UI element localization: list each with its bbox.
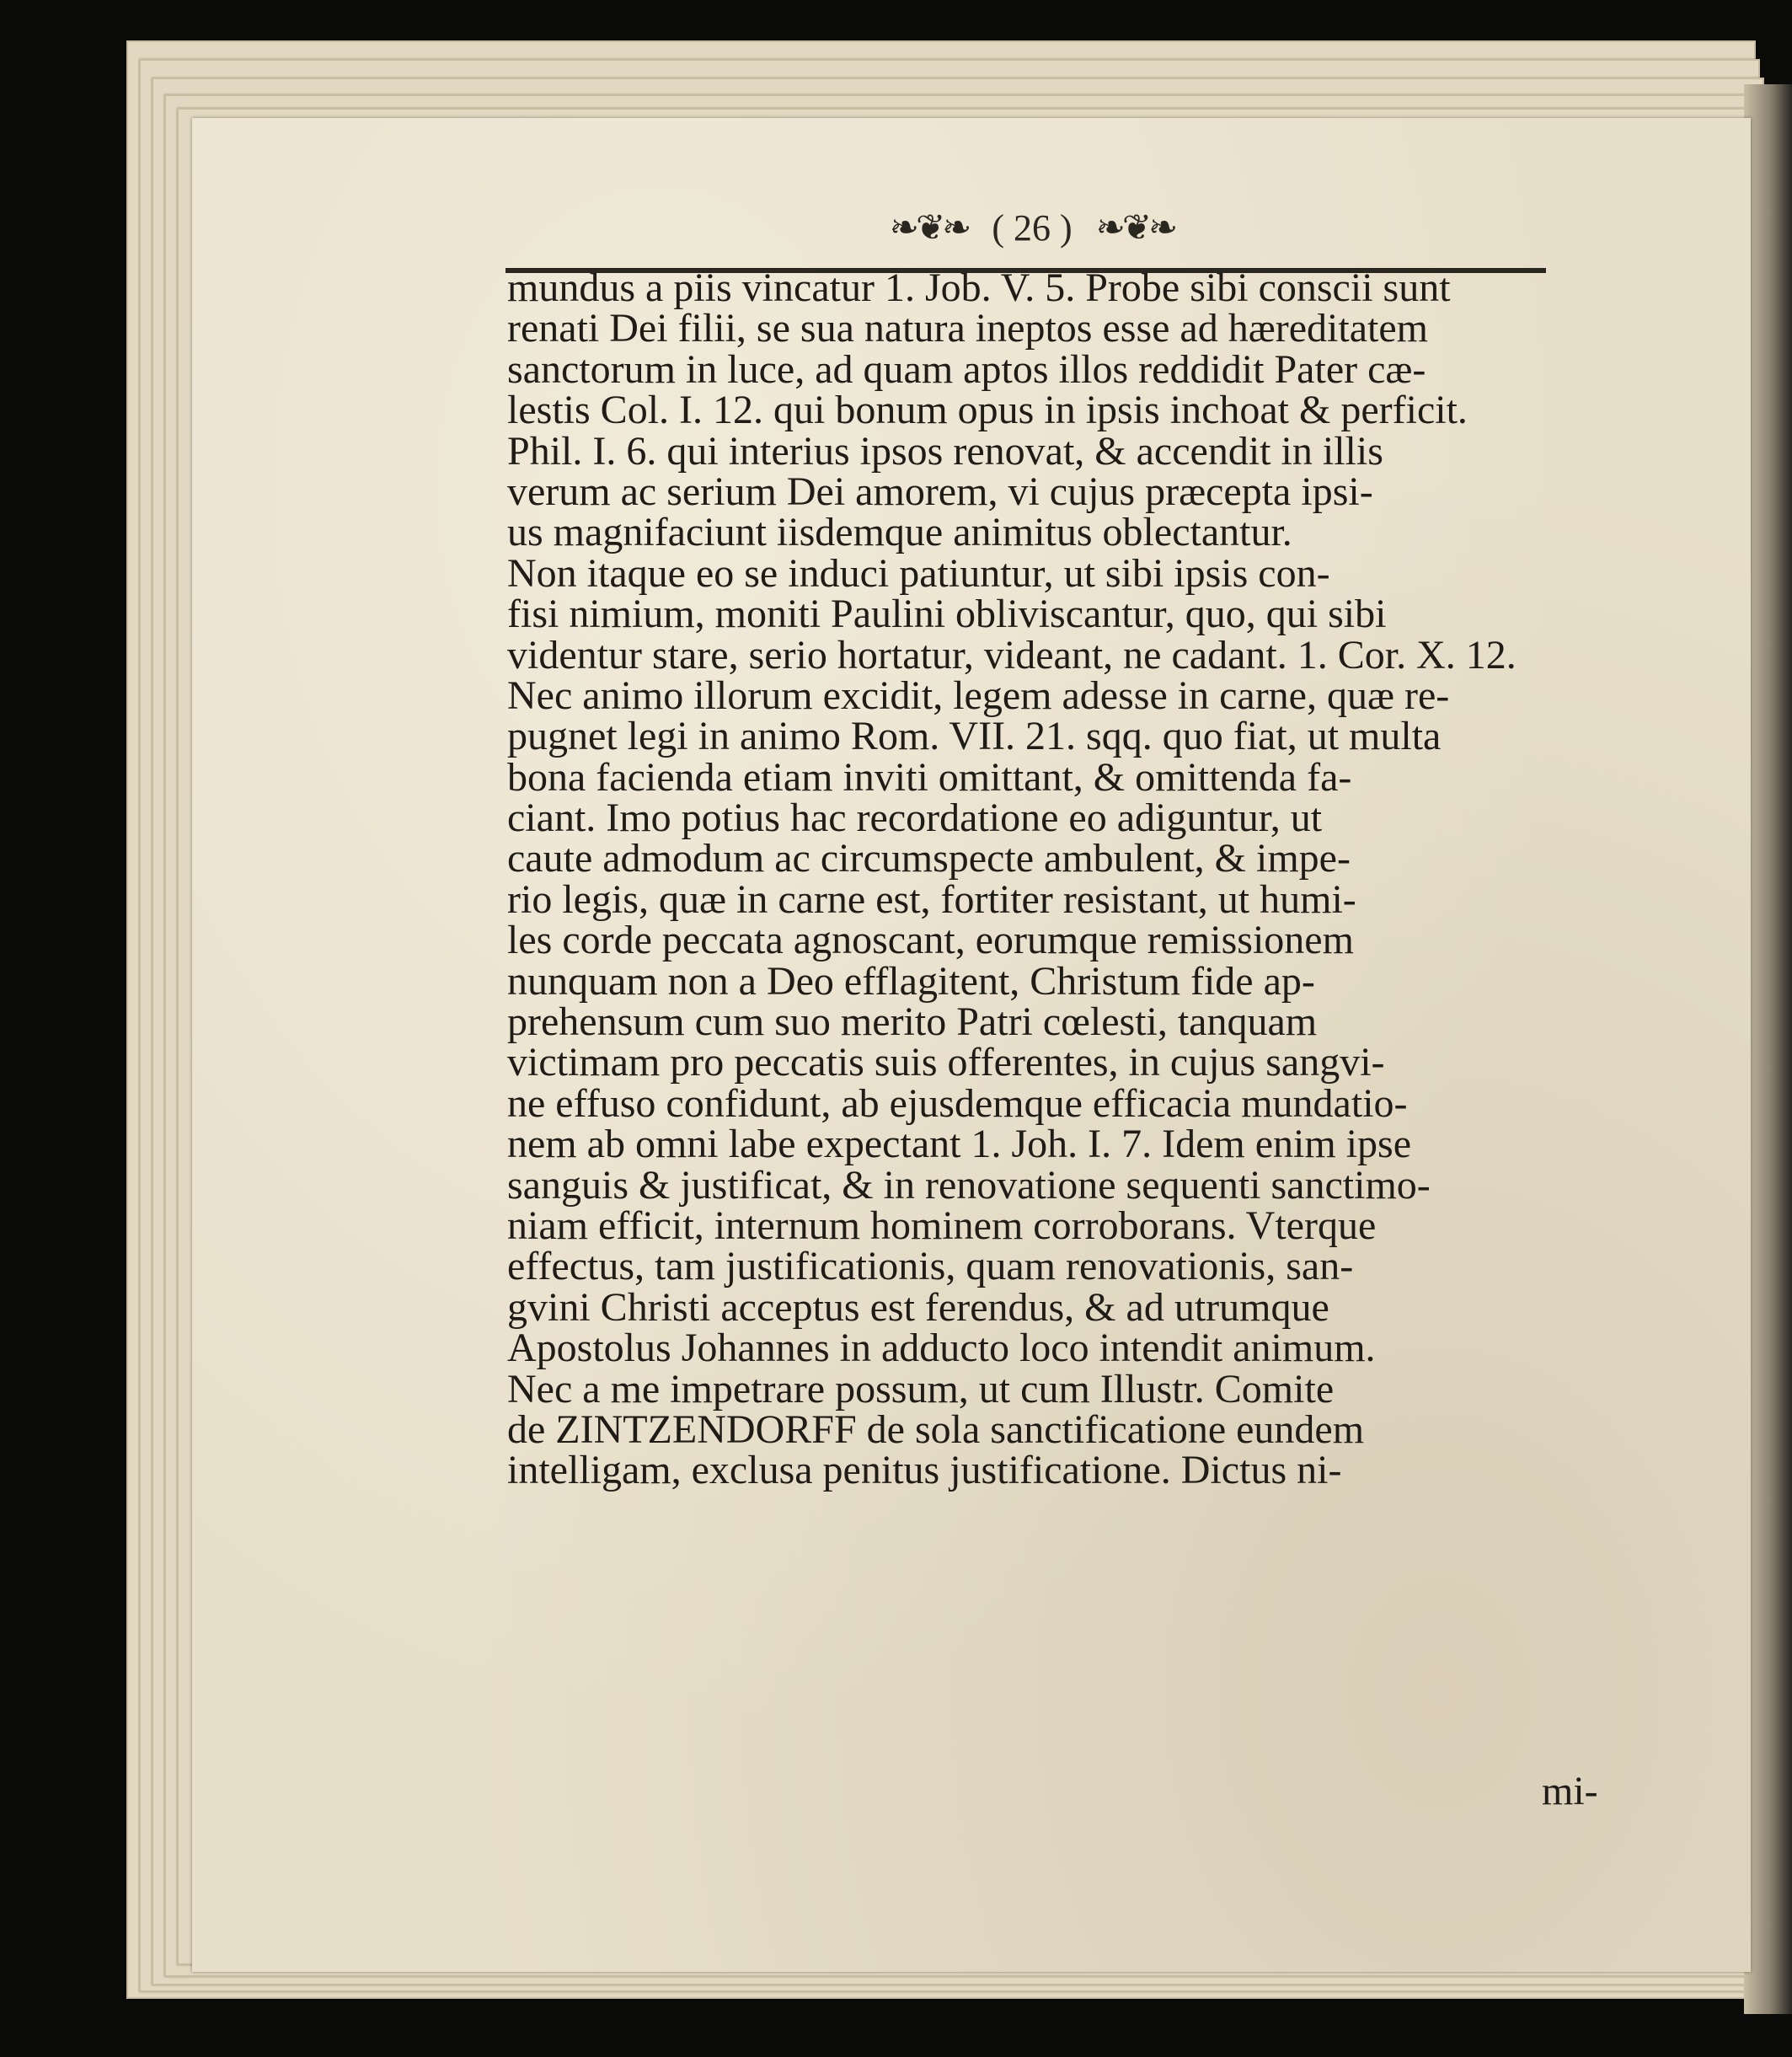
page-header (843, 202, 1222, 253)
book-gutter (1744, 84, 1792, 2014)
text-line: nunquam non a Deo efflagitent, Christum fide ap- (507, 958, 1315, 1004)
text-line: sanctorum in luce, ad quam aptos illos reddidit Pater cæ- (507, 346, 1426, 392)
catchword: mi- (1542, 1769, 1598, 1813)
text-line: les corde peccata agnoscant, eorumque remissionem (507, 918, 1354, 963)
text-line: bona facienda etiam inviti omittant, & omittenda fa- (507, 754, 1352, 800)
text-line: mundus a piis vincatur 1. Job. V. 5. Probe sibi conscii sunt (507, 265, 1451, 310)
text-line: de ZINTZENDORFF de sola sanctificatione eundem (507, 1406, 1365, 1452)
text-line: intelligam, exclusa penitus justificatione. Dictus ni- (507, 1448, 1342, 1493)
text-line: Phil. I. 6. qui interius ipsos renovat, & accendit in illis (507, 428, 1383, 474)
text-line: effectus, tam justificationis, quam renovationis, san- (507, 1244, 1354, 1289)
text-line: prehensum cum suo merito Patri cœlesti, tanquam (507, 999, 1318, 1045)
ornament-right: ❧❦❧ (1095, 209, 1175, 248)
text-line: ciant. Imo potius hac recordatione eo adiguntur, ut (507, 795, 1323, 841)
text-line: sanguis & justificat, & in renovatione sequenti sanctimo- (507, 1162, 1431, 1208)
text-line: caute admodum ac circumspecte ambulent, & impe- (507, 836, 1351, 881)
text-line: Apostolus Johannes in adducto loco intendit animum. (507, 1326, 1376, 1371)
text-line: Nec animo illorum excidit, legem adesse in carne, quæ re- (507, 672, 1450, 718)
text-line: renati Dei filii, se sua natura ineptos esse ad hæreditatem (507, 306, 1428, 351)
text-line: rio legis, quæ in carne est, fortiter resistant, ut humi- (507, 876, 1356, 922)
text-line: ne effuso confidunt, ab ejusdemque efficacia mundatio- (507, 1080, 1408, 1126)
text-line: Non itaque eo se induci patiuntur, ut sibi ipsis con- (507, 550, 1330, 596)
text-line: us magnifaciunt iisdemque animitus oblectantur. (507, 510, 1292, 555)
text-line: Nec a me impetrare possum, ut cum Illustr. Comite (507, 1366, 1335, 1412)
body-text (507, 265, 1602, 1493)
text-line: videntur stare, serio hortatur, videant, ne cadant. 1. Cor. X. 12. (507, 632, 1517, 678)
ornament-left: ❧❦❧ (889, 209, 969, 248)
text-line: niam efficit, internum hominem corroborans. Vterque (507, 1203, 1377, 1248)
text-line: nem ab omni labe expectant 1. Joh. I. 7. Idem enim ipse (507, 1122, 1412, 1167)
text-line: verum ac serium Dei amorem, vi cujus præcepta ipsi- (507, 469, 1373, 514)
page-number: ( 26 ) (992, 206, 1073, 249)
text-line: fisi nimium, moniti Paulini obliviscantur, quo, qui sibi (507, 592, 1387, 637)
text-line: gvini Christi acceptus est ferendus, & ad utrumque (507, 1284, 1329, 1330)
text-line: pugnet legi in animo Rom. VII. 21. sqq. quo fiat, ut multa (507, 714, 1442, 759)
text-line: victimam pro peccatis suis offerentes, in cujus sangvi- (507, 1040, 1385, 1085)
text-line: lestis Col. I. 12. qui bonum opus in ipsis inchoat & perficit. (507, 388, 1468, 433)
